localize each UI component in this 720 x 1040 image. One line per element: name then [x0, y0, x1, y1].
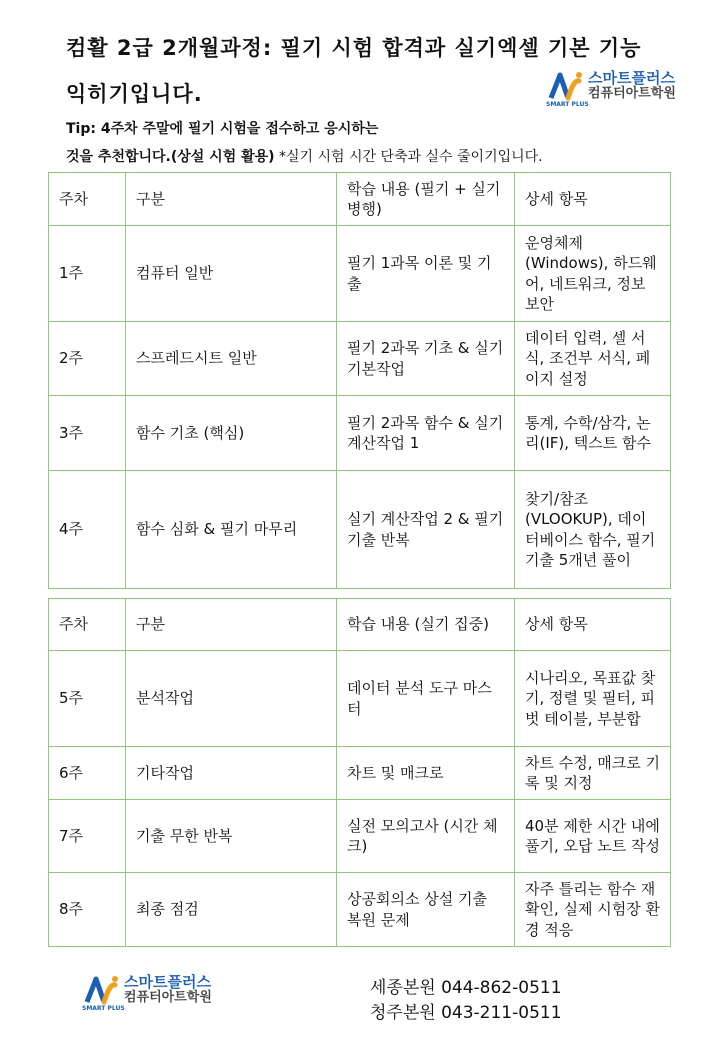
- header-cell: 구분: [126, 173, 337, 226]
- week-cell: 5주: [49, 651, 126, 747]
- header-cell: 주차: [49, 173, 126, 226]
- category-cell: 스프레드시트 일반: [126, 322, 337, 396]
- table-header-row: [49, 599, 671, 651]
- week-cell: 3주: [49, 396, 126, 471]
- brand-small-text: SMART PLUS: [82, 1005, 125, 1013]
- content-cell: 데이터 분석 도구 마스터: [337, 651, 515, 747]
- category-cell: 함수 심화 & 필기 마무리: [126, 471, 337, 589]
- category-cell: 컴퓨터 일반: [126, 226, 337, 322]
- content-cell: 실기 계산작업 2 & 필기 기출 반복: [337, 471, 515, 589]
- detail-cell: 차트 수정, 매크로 기록 및 지정: [515, 747, 671, 800]
- content-cell: 실전 모의고사 (시간 체크): [337, 800, 515, 873]
- category-cell: 분석작업: [126, 651, 337, 747]
- tip-line-1: Tip: 4주차 주말에 필기 시험을 접수하고 응시하는: [66, 121, 379, 137]
- header-cell: 학습 내용 (실기 집중): [337, 599, 515, 651]
- category-cell: 최종 점검: [126, 873, 337, 947]
- schedule-table-1: [48, 172, 671, 589]
- table-row: [49, 800, 671, 873]
- tip-line-2-rest: *실기 시험 시간 단축과 실수 줄이기입니다.: [274, 149, 543, 165]
- week-cell: 6주: [49, 747, 126, 800]
- week-cell: 8주: [49, 873, 126, 947]
- detail-cell: 시나리오, 목표값 찾기, 정렬 및 필터, 피벗 테이블, 부분합: [515, 651, 671, 747]
- contact-cheongju: 청주본원 043-211-0511: [370, 1003, 562, 1023]
- category-cell: 기출 무한 반복: [126, 800, 337, 873]
- schedule-table-2: [48, 598, 671, 947]
- header-cell: 주차: [49, 599, 126, 651]
- content-cell: 필기 2과목 함수 & 실기 계산작업 1: [337, 396, 515, 471]
- header-cell: 상세 항목: [515, 173, 671, 226]
- content-cell: 상공회의소 상설 기출 복원 문제: [337, 873, 515, 947]
- brand-subtitle: 컴퓨터아트학원: [124, 990, 212, 1006]
- detail-cell: 찾기/참조 (VLOOKUP), 데이터베이스 함수, 필기 기출 5개년 풀이: [515, 471, 671, 589]
- table-header-row: [49, 173, 671, 226]
- header-cell: 구분: [126, 599, 337, 651]
- week-cell: 2주: [49, 322, 126, 396]
- page-title: 컴활 2급 2개월과정: 필기 시험 합격과 실기엑셀 기본 기능: [66, 36, 642, 60]
- table-row: [49, 651, 671, 747]
- header-cell: 학습 내용 (필기 + 실기 병행): [337, 173, 515, 226]
- detail-cell: 데이터 입력, 셀 서식, 조건부 서식, 페이지 설정: [515, 322, 671, 396]
- table-row: [49, 747, 671, 800]
- contact-sejong: 세종본원 044-862-0511: [370, 978, 562, 998]
- brand-name: 스마트플러스: [588, 69, 675, 87]
- brand-mark-icon: [82, 975, 125, 1013]
- table-row: [49, 873, 671, 947]
- tip-line-2: [66, 146, 543, 166]
- detail-cell: 자주 틀리는 함수 재확인, 실제 시험장 환경 적응: [515, 873, 671, 947]
- brand-subtitle: 컴퓨터아트학원: [588, 86, 676, 102]
- table-row: [49, 226, 671, 322]
- page-title-continued: 익히기입니다.: [66, 82, 203, 106]
- table-row: [49, 471, 671, 589]
- brand-logo: [546, 69, 676, 109]
- content-cell: 필기 1과목 이론 및 기출: [337, 226, 515, 322]
- brand-logo-footer: [82, 973, 212, 1013]
- detail-cell: 운영체제 (Windows), 하드웨어, 네트워크, 정보 보안: [515, 226, 671, 322]
- brand-mark-icon: [546, 71, 589, 109]
- content-cell: 차트 및 매크로: [337, 747, 515, 800]
- week-cell: 7주: [49, 800, 126, 873]
- content-cell: 필기 2과목 기초 & 실기 기본작업: [337, 322, 515, 396]
- contact-info: [370, 976, 562, 1026]
- table-row: [49, 322, 671, 396]
- category-cell: 기타작업: [126, 747, 337, 800]
- week-cell: 1주: [49, 226, 126, 322]
- tip-line-2-bold: 것을 추천합니다.(상설 시험 활용): [66, 149, 275, 165]
- week-cell: 4주: [49, 471, 126, 589]
- detail-cell: 통계, 수학/삼각, 논리(IF), 텍스트 함수: [515, 396, 671, 471]
- category-cell: 함수 기초 (핵심): [126, 396, 337, 471]
- brand-small-text: SMART PLUS: [546, 101, 589, 109]
- header-cell: 상세 항목: [515, 599, 671, 651]
- brand-name: 스마트플러스: [124, 973, 211, 991]
- table-row: [49, 396, 671, 471]
- detail-cell: 40분 제한 시간 내에 풀기, 오답 노트 작성: [515, 800, 671, 873]
